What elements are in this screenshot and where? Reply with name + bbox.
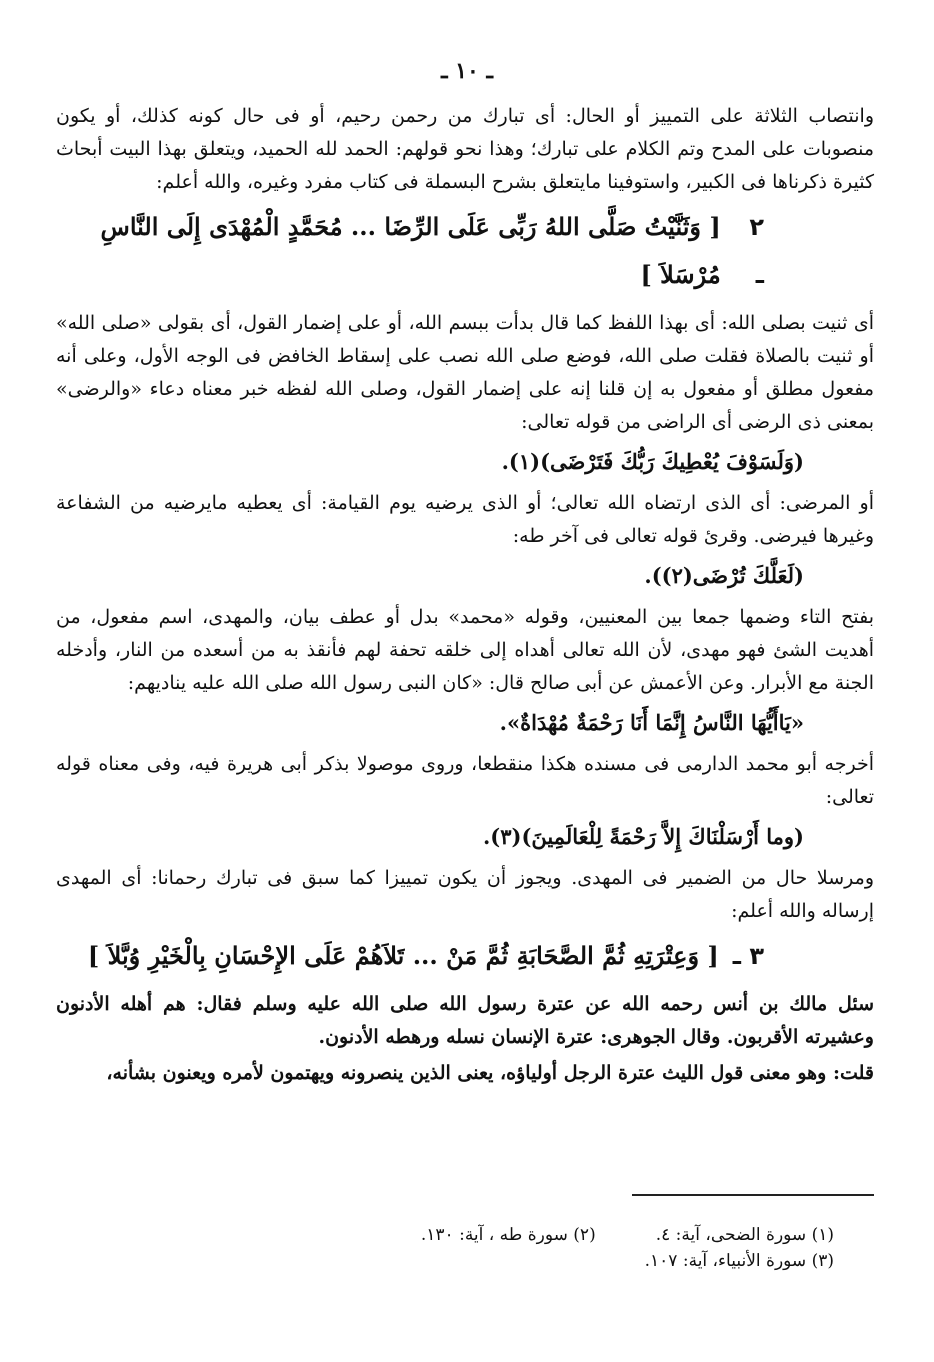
paragraph-commentary-3: سئل مالك بن أنس رحمه الله عن عترة رسول الله صلى الله عليه وسلم فقال: هم أهله الأدنون وعشيرته الأقربون. وقال الجوهرى: عترة الإنسان نسله ورهطه الأدنون. <box>56 993 874 1048</box>
quran-quote: (وما أَرْسَلْنَاكَ إِلاَّ رَحْمَةً لِلْعَالَمِينَ)(٣). <box>482 824 804 849</box>
paragraph-commentary-2: أى ثنيت بصلى الله: أى بهذا اللفظ كما قال بدأت ببسم الله، أو على إضمار القول، أى بقولى «صلى الله» أو ثنيت بالصلاة فقلت صلى الله، فوضع صلى الله نصب على إسقاط الخافض فى الوجه الأول، وعلى أنه مفعول مطلق أو مفعول به إن قلنا إنه على إضمار القول، وصلى الله لفظه خبر معناه دعاء «والرضى» بمعنى ذى الرضى أى الراضى من قوله تعالى: <box>56 312 874 433</box>
hadith-quote: «يَاأَيُّهَا النَّاسُ إِنَّمَا أَنَا رَحْمَةٌ مُهْدَاةٌ». <box>499 710 804 735</box>
paragraph-commentary: بفتح التاء وضمها جمعا بين المعنيين، وقوله «محمد» بدل أو عطف بيان، والمهدى، اسم مفعول، من أهديت الشئ فهو مهدى، لأن الله تعالى أهداه إلى خلقه تحفة لهم فأنقذ به من أسعده من النار، وأدخله الجنة مع الأبرار. وعن الأعمش عن أبى صالح قال: «كان النبى رسول الله صلى الله عليه يناديهم: <box>56 606 874 694</box>
footnote-divider <box>632 1194 874 1196</box>
paragraph-commentary: قلت: وهو معنى قول الليث عترة الرجل أولياؤه، يعنى الذين ينصرونه ويهتمون لأمره ويعنون بشأنه، <box>106 1062 874 1084</box>
footnote-1: (١) سورة الضحى، آية: ٤. <box>655 1225 834 1245</box>
paragraph-intro: وانتصاب الثلاثة على التمييز أو الحال: أى تبارك من رحمن رحيم، أو فى حال كونه كذلك، أو يكون منصوبات على المدح وتم الكلام على تبارك؛ وهذا نحو قولهم: الحمد لله الحميد، ويتعلق بهذا البيت أبحاث كثيرة ذكرناها فى الكبير، واستوفينا مايتعلق بشرح البسملة فى كتاب مفرد وغيره، والله أعلم: <box>56 105 874 193</box>
paragraph-commentary: أو المرضى: أى الذى ارتضاه الله تعالى؛ أو الذى يرضيه يوم القيامة: أى يعطيه مايرضيه من الشفاعة وغيرها فيرضى. وقرئ قوله تعالى فى آخر طه: <box>56 492 874 547</box>
verse-3 <box>56 932 874 980</box>
footnote-row <box>54 1248 834 1274</box>
footnote-row <box>54 1222 834 1248</box>
footnotes <box>54 1222 834 1274</box>
paragraph-commentary: أخرجه أبو محمد الدارمى فى مسنده هكذا منقطعا، وروى موصولا بذكر أبى هريرة فيه، وفى معناه قوله تعالى: <box>56 753 874 808</box>
quran-quote: (وَلَسَوْفَ يُعْطِيكَ رَبُّكَ فَتَرْضَى)(١). <box>501 449 804 474</box>
footnote-2: (٢) سورة طه ، آية: ١٣٠. <box>420 1225 596 1245</box>
verse-text: [ وَعِتْرَتِهِ ثُمَّ الصَّحَابَةِ ثُمَّ مَنْ ... تَلاَهُمْ عَلَى الإِحْسَانِ بِالْخَيْرِ وُبَّلاَ ] <box>87 941 719 970</box>
verse-number: ٣ ـ <box>732 942 764 970</box>
verse-number: ٢ ـ <box>749 213 764 289</box>
verse-2 <box>56 203 874 299</box>
paragraph-commentary: ومرسلا حال من الضمير فى المهدى. ويجوز أن يكون تمييزا كما سبق فى تبارك رحمانا: أى المهدى إرساله والله أعلم: <box>56 867 874 922</box>
quran-quote: (لَعَلَّكَ تُرْضَى(٢)). <box>644 563 804 588</box>
footnote-3: (٣) سورة الأنبياء، آية: ١٠٧. <box>644 1251 834 1271</box>
verse-text: [ وَثَنَّيْتُ صَلَّى اللهُ رَبِّى عَلَى الرِّضَا ... مُحَمَّدٍ الْمُهْدَى إِلَى النَّاسِ مُرْسَلاَ ] <box>100 212 721 289</box>
page-number: ـ ١٠ ـ <box>441 58 493 84</box>
body-text <box>56 100 874 1093</box>
